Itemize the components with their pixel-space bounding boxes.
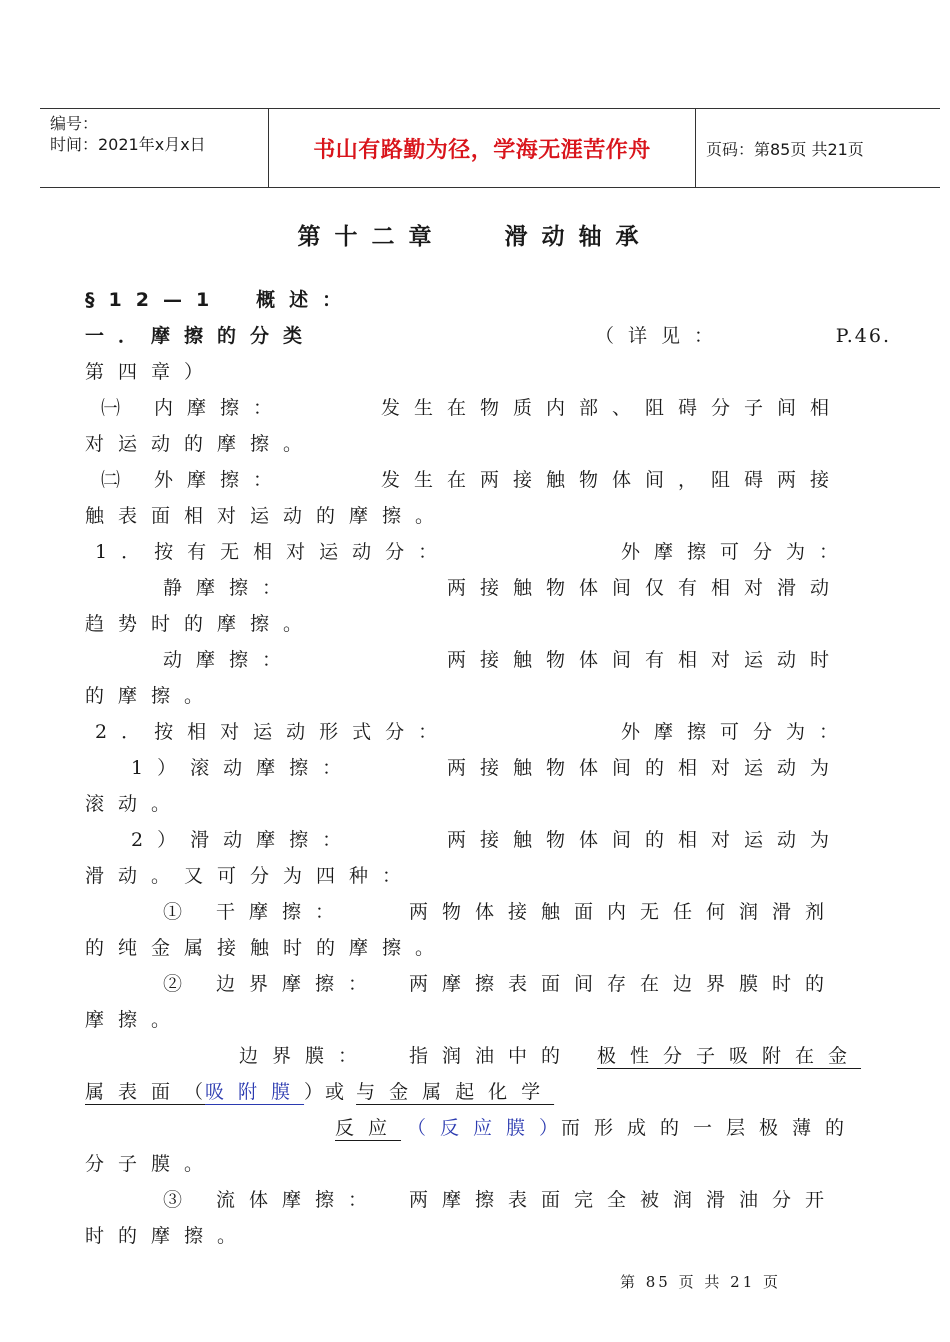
definition: 外摩擦可分为：: [621, 721, 853, 743]
text-line: 触表面相对运动的摩擦。: [85, 505, 449, 527]
definition: 两接触物体间的相对运动为: [447, 757, 844, 779]
text-line: 分子膜。: [85, 1153, 218, 1175]
text-line: [85, 324, 891, 348]
term-internal-friction: ㈠ 内摩擦：: [101, 397, 287, 419]
underlined-phrase: 与金属起化学: [356, 1081, 555, 1103]
text-line: 的摩擦。: [85, 685, 218, 707]
definition: 发生在物质内部、阻碍分子间相: [381, 397, 844, 419]
time-label: 时间：2021年x月x日: [50, 135, 206, 154]
section-heading: §12—1 概述：: [85, 289, 356, 311]
term-boundary-friction: ② 边界摩擦：: [163, 973, 382, 995]
paren-open: （: [184, 1081, 206, 1103]
definition: 两物体接触面内无任何润滑剂: [409, 901, 839, 923]
see-reference: （详见：: [595, 325, 728, 347]
chapter-title: 第十二章 滑动轴承: [297, 224, 653, 250]
definition: 指润油中的: [409, 1045, 575, 1067]
page-reference: P.46.: [835, 325, 891, 347]
reaction-film: （反应膜）: [407, 1117, 573, 1139]
definition: 而形成的一层极薄的: [561, 1117, 859, 1139]
page-info: 页码：第85页 共21页: [706, 139, 864, 159]
term-kinetic-friction: 动摩擦：: [163, 649, 296, 671]
subheading: 1．按有无相对运动分：: [95, 541, 452, 563]
definition: 外摩擦可分为：: [621, 541, 853, 563]
definition: 两摩擦表面间存在边界膜时的: [409, 973, 839, 995]
underlined-phrase: 反应: [335, 1117, 402, 1139]
definition: 发生在两接触物体间，阻碍两接: [381, 469, 844, 491]
text-line: 摩擦。: [85, 1009, 185, 1031]
term-boundary-film: 边界膜：: [239, 1045, 372, 1067]
text-line: [85, 1080, 885, 1104]
page-header: [40, 108, 940, 188]
number-label: 编号：: [50, 114, 99, 133]
text-line: 的纯金属接触时的摩擦。: [85, 937, 449, 959]
heading-friction-classification: 一．摩擦的分类: [85, 325, 317, 347]
page-footer: 第 85 页 共 21 页: [620, 1273, 782, 1291]
term-sliding-friction: 2）滑动摩擦：: [131, 829, 356, 851]
motto: 书山有路勤为径，学海无涯苦作舟: [269, 109, 696, 187]
adsorption-film: 吸附膜: [205, 1081, 305, 1103]
text-line: 滑动。又可分为四种：: [85, 865, 416, 887]
text-line: 滚动。: [85, 793, 185, 815]
underlined-phrase: 属表面: [85, 1081, 185, 1103]
text-line: 趋势时的摩擦。: [85, 613, 317, 635]
text-line: 时的摩擦。: [85, 1225, 251, 1247]
definition: 两接触物体间有相对运动时: [447, 649, 844, 671]
definition: 两接触物体间的相对运动为: [447, 829, 844, 851]
text-line: 对运动的摩擦。: [85, 433, 317, 455]
definition: 两摩擦表面完全被润滑油分开: [409, 1189, 839, 1211]
term-static-friction: 静摩擦：: [163, 577, 296, 599]
definition: 两接触物体间仅有相对滑动: [447, 577, 844, 599]
subheading: 2．按相对运动形式分：: [95, 721, 452, 743]
term-dry-friction: ① 干摩擦：: [163, 901, 349, 923]
term-external-friction: ㈡ 外摩擦：: [101, 469, 287, 491]
text-line: 第四章）: [85, 361, 218, 383]
conjunction: ）或: [304, 1081, 347, 1103]
term-rolling-friction: 1）滚动摩擦：: [131, 757, 356, 779]
header-meta: [40, 109, 269, 187]
underlined-phrase: 极性分子吸附在金: [597, 1045, 862, 1067]
term-fluid-friction: ③ 流体摩擦：: [163, 1189, 382, 1211]
